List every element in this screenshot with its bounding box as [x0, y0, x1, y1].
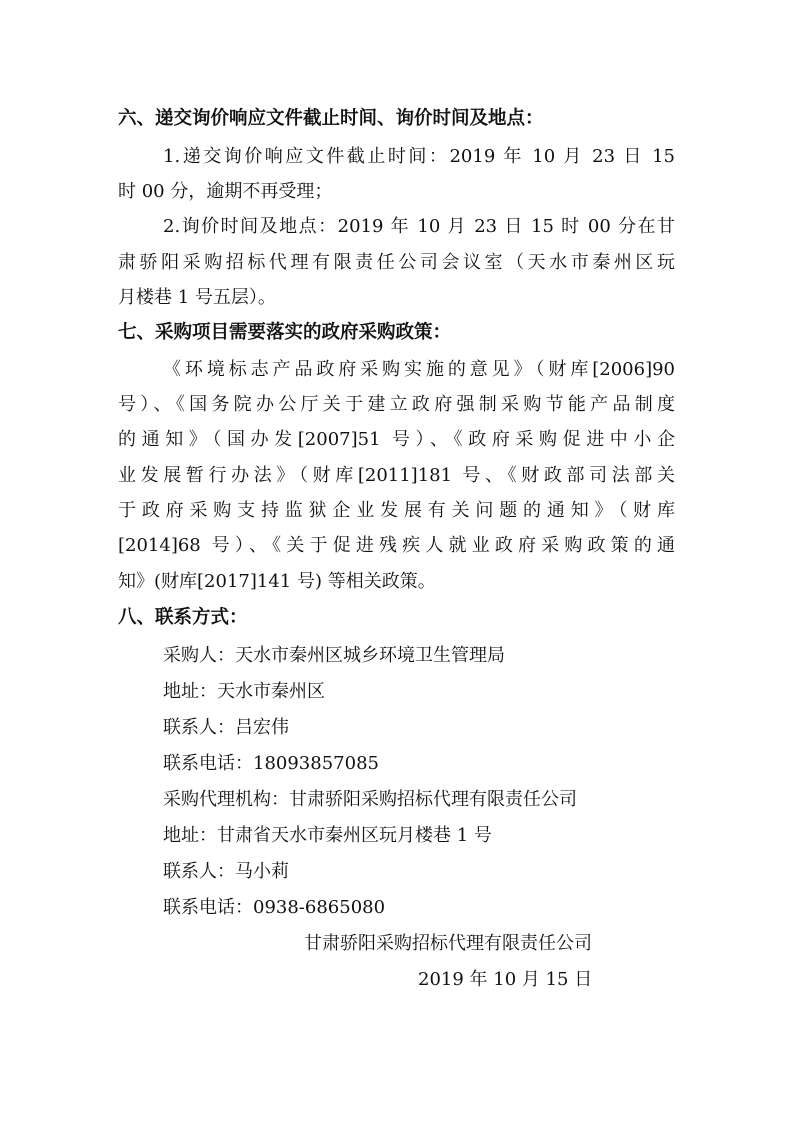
- section-6-item-2-line-1: 2.询价时间及地点：2019 年 10 月 23 日 15 时 00 分在甘: [163, 216, 675, 237]
- section-6-item-2-line-3: 月楼巷 1 号五层）。: [118, 287, 276, 308]
- signature-org: 甘肃骄阳采购招标代理有限责任公司: [304, 933, 592, 954]
- section-6-heading: 六、递交询价响应文件截止时间、询价时间及地点：: [118, 108, 544, 129]
- policy-line: 的通知》（国办发[2007]51 号）、《政府采购促进中小企: [118, 429, 675, 450]
- agency-name: 采购代理机构：甘肃骄阳采购招标代理有限责任公司: [163, 789, 577, 810]
- policy-line: [2014]68 号）、《关于促进残疾人就业政府采购政策的通: [118, 535, 675, 556]
- purchaser-name: 采购人：天水市秦州区城乡环境卫生管理局: [163, 645, 505, 666]
- signature-date: 2019 年 10 月 15 日: [418, 969, 593, 990]
- section-8-heading: 八、联系方式：: [118, 607, 248, 628]
- section-7-heading: 七、采购项目需要落实的政府采购政策：: [118, 322, 452, 343]
- section-6-item-2-line-2: 肃骄阳采购招标代理有限责任公司会议室（天水市秦州区玩: [118, 252, 675, 273]
- agency-contact: 联系人：马小莉: [163, 861, 289, 882]
- policy-line: 《环境标志产品政府采购实施的意见》（财库[2006]90: [163, 359, 675, 380]
- purchaser-address: 地址：天水市秦州区: [163, 681, 325, 702]
- agency-address: 地址：甘肃省天水市秦州区玩月楼巷 1 号: [163, 825, 492, 846]
- section-6-item-1-line-2: 时 00 分，逾期不再受理；: [118, 181, 333, 202]
- agency-phone: 联系电话：0938-6865080: [163, 897, 386, 918]
- purchaser-phone: 联系电话：18093857085: [163, 753, 379, 774]
- purchaser-contact: 联系人：吕宏伟: [163, 717, 289, 738]
- policy-line: 于政府采购支持监狱企业发展有关问题的通知》（财库: [118, 500, 675, 521]
- policy-line: 业发展暂行办法》（财库[2011]181 号、《财政部司法部关: [118, 465, 675, 486]
- policy-line: 号）、《国务院办公厅关于建立政府强制采购节能产品制度: [118, 394, 675, 415]
- policy-line: 知》(财库[2017]141 号) 等相关政策。: [118, 571, 436, 592]
- section-6-item-1-line-1: 1.递交询价响应文件截止时间：2019 年 10 月 23 日 15: [163, 146, 675, 167]
